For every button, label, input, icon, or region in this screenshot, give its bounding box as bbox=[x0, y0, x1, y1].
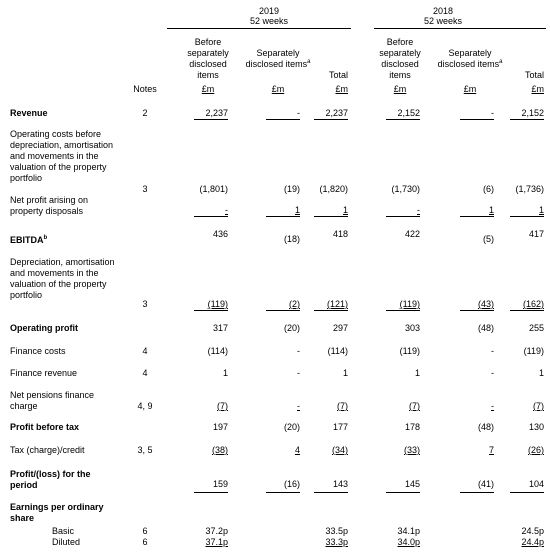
total-rule bbox=[460, 492, 494, 493]
table-cell: (1,730) bbox=[391, 184, 420, 194]
table-cell: (16) bbox=[283, 479, 300, 489]
row-label-text: Revenue bbox=[10, 108, 48, 118]
table-cell: (1,801) bbox=[199, 184, 228, 194]
table-cell: (5) bbox=[483, 234, 494, 244]
table-cell: (119) bbox=[399, 346, 420, 356]
column-header-total: Total bbox=[524, 70, 544, 80]
footnote-marker: a bbox=[307, 59, 311, 65]
row-label bbox=[10, 257, 120, 301]
unit-label: £m bbox=[201, 84, 215, 94]
subtotal-rule bbox=[266, 119, 300, 120]
column-header-total: Total bbox=[328, 70, 348, 80]
row-label bbox=[10, 195, 120, 217]
eps-label: Diluted bbox=[52, 537, 81, 547]
table-cell: 33.5p bbox=[325, 526, 348, 536]
table-cell: 1 bbox=[488, 205, 494, 215]
subtotal-rule bbox=[194, 119, 228, 120]
unit-label: £m bbox=[335, 84, 348, 94]
table-cell: 7 bbox=[488, 445, 494, 455]
total-rule bbox=[194, 492, 228, 493]
column-header-separately: Separately disclosed items$^a$ bbox=[245, 48, 311, 69]
column-header-before: Before separately disclosed items bbox=[187, 37, 229, 80]
table-cell: 1 bbox=[538, 368, 544, 378]
eps-heading: Earnings per ordinary share bbox=[10, 502, 104, 523]
row-label-text: Tax (charge)/credit bbox=[10, 445, 85, 455]
total-rule bbox=[510, 492, 544, 493]
table-cell: - bbox=[491, 401, 494, 411]
table-cell: 1 bbox=[342, 205, 348, 215]
table-cell: 417 bbox=[528, 229, 544, 239]
table-cell: 104 bbox=[528, 479, 544, 489]
table-cell: (121) bbox=[326, 299, 348, 309]
row-label bbox=[10, 323, 78, 333]
subtotal-rule bbox=[194, 216, 228, 217]
row-label bbox=[10, 422, 79, 432]
footnote-marker: a bbox=[499, 59, 503, 65]
table-cell: (7) bbox=[217, 401, 228, 411]
subtotal-rule bbox=[510, 310, 544, 311]
subtotal-rule bbox=[510, 119, 544, 120]
row-label-text: Operating profit bbox=[10, 323, 78, 333]
unit-label: £m bbox=[531, 84, 544, 94]
table-cell: 1 bbox=[414, 368, 420, 378]
table-cell: (20) bbox=[283, 422, 300, 432]
row-label bbox=[10, 469, 120, 491]
row-label bbox=[10, 129, 120, 184]
total-rule bbox=[266, 492, 300, 493]
note-ref: 3 bbox=[142, 184, 148, 194]
subtotal-rule bbox=[194, 310, 228, 311]
table-cell: - bbox=[297, 401, 300, 411]
note-ref: 4 bbox=[142, 346, 148, 356]
table-cell: 1 bbox=[294, 205, 300, 215]
note-ref: 3 bbox=[142, 299, 148, 309]
note-ref: 3, 5 bbox=[137, 445, 153, 455]
table-cell: (48) bbox=[477, 323, 494, 333]
note-ref: 2 bbox=[142, 108, 148, 118]
table-cell: (34) bbox=[331, 445, 348, 455]
table-cell: (114) bbox=[207, 346, 228, 356]
year-label: 2019 bbox=[258, 6, 280, 16]
subtotal-rule bbox=[460, 310, 494, 311]
table-cell: (114) bbox=[327, 346, 348, 356]
table-cell: 197 bbox=[212, 422, 228, 432]
subtotal-rule bbox=[460, 119, 494, 120]
table-cell: 418 bbox=[332, 229, 348, 239]
row-label-text: Net pensions finance charge bbox=[10, 390, 95, 411]
table-cell: (162) bbox=[522, 299, 544, 309]
table-cell: (19) bbox=[283, 184, 300, 194]
table-cell: 33.3p bbox=[325, 537, 348, 547]
notes-header: Notes bbox=[133, 84, 157, 94]
table-cell: - bbox=[417, 205, 420, 215]
year-rule-2019 bbox=[167, 28, 351, 29]
table-cell: 2,152 bbox=[397, 108, 420, 118]
table-cell: 24.4p bbox=[521, 537, 544, 547]
row-label-text: Profit/(loss) for the period bbox=[10, 469, 91, 490]
row-label bbox=[10, 368, 77, 378]
table-cell: 2,237 bbox=[325, 108, 348, 118]
subtotal-rule bbox=[386, 310, 420, 311]
table-cell: - bbox=[297, 108, 300, 118]
table-cell: (41) bbox=[477, 479, 494, 489]
table-cell: 422 bbox=[404, 229, 420, 239]
table-cell: 436 bbox=[212, 229, 228, 239]
total-rule bbox=[386, 492, 420, 493]
unit-label: £m bbox=[463, 84, 477, 94]
table-cell: 1 bbox=[538, 205, 544, 215]
table-cell: (38) bbox=[211, 445, 228, 455]
table-cell: 24.5p bbox=[521, 526, 544, 536]
row-label-text: Net profit arising on property disposals bbox=[10, 195, 89, 216]
table-cell: 4 bbox=[294, 445, 300, 455]
table-cell: - bbox=[225, 205, 228, 215]
subtotal-rule bbox=[386, 216, 420, 217]
table-cell: 130 bbox=[528, 422, 544, 432]
table-cell: (119) bbox=[207, 299, 228, 309]
note-ref: 4 bbox=[142, 368, 148, 378]
subtotal-rule bbox=[266, 310, 300, 311]
table-cell: 34.0p bbox=[397, 537, 420, 547]
total-rule bbox=[314, 492, 348, 493]
table-cell: 317 bbox=[212, 323, 228, 333]
table-cell: - bbox=[491, 346, 494, 356]
table-cell: (7) bbox=[409, 401, 420, 411]
weeks-label: 52 weeks bbox=[249, 16, 289, 26]
subtotal-rule bbox=[314, 310, 348, 311]
table-cell: 1 bbox=[342, 368, 348, 378]
table-cell: (1,736) bbox=[515, 184, 544, 194]
table-cell: 255 bbox=[528, 323, 544, 333]
table-cell: 2,152 bbox=[521, 108, 544, 118]
table-cell: 303 bbox=[404, 323, 420, 333]
table-cell: 1 bbox=[222, 368, 228, 378]
row-label-text: Finance revenue bbox=[10, 368, 78, 378]
table-cell: (48) bbox=[477, 422, 494, 432]
table-cell: - bbox=[297, 346, 300, 356]
table-cell: 159 bbox=[212, 479, 228, 489]
footnote-marker: b bbox=[43, 235, 48, 241]
note-ref: 4, 9 bbox=[137, 401, 153, 411]
table-cell: (7) bbox=[533, 401, 544, 411]
year-rule-2018 bbox=[374, 28, 546, 29]
year-label: 2018 bbox=[432, 6, 454, 16]
row-label-text: Profit before tax bbox=[10, 422, 80, 432]
table-cell: (20) bbox=[283, 323, 300, 333]
table-cell: 145 bbox=[404, 479, 420, 489]
row-label-text: Finance costs bbox=[10, 346, 66, 356]
note-ref: 6 bbox=[142, 537, 148, 547]
subtotal-rule bbox=[460, 216, 494, 217]
unit-label: £m bbox=[393, 84, 407, 94]
subtotal-rule bbox=[510, 216, 544, 217]
row-label bbox=[10, 235, 47, 245]
table-cell: (119) bbox=[523, 346, 544, 356]
table-cell: - bbox=[297, 368, 300, 378]
row-label bbox=[10, 346, 66, 356]
table-cell: - bbox=[491, 368, 494, 378]
table-cell: (1,820) bbox=[319, 184, 348, 194]
column-header-separately: Separately disclosed items$^a$ bbox=[437, 48, 503, 69]
table-cell: (2) bbox=[289, 299, 300, 309]
table-cell: 2,237 bbox=[205, 108, 228, 118]
row-label-text: Depreciation, amortisation and movements in the valuation of the property portfolio bbox=[10, 257, 115, 300]
table-cell: 178 bbox=[404, 422, 420, 432]
table-cell: (7) bbox=[337, 401, 348, 411]
table-cell: (18) bbox=[283, 234, 300, 244]
table-cell: - bbox=[491, 108, 494, 118]
table-cell: 34.1p bbox=[397, 526, 420, 536]
row-label-text: Operating costs before depreciation, amortisation and movements in the valuation of the property portfolio bbox=[10, 129, 114, 183]
column-header-before: Before separately disclosed items bbox=[379, 37, 421, 80]
table-cell: (119) bbox=[399, 299, 420, 309]
table-cell: 177 bbox=[332, 422, 348, 432]
table-cell: 37.2p bbox=[205, 526, 228, 536]
row-label bbox=[10, 108, 48, 118]
unit-label: £m bbox=[271, 84, 285, 94]
subtotal-rule bbox=[386, 119, 420, 120]
subtotal-rule bbox=[314, 216, 348, 217]
subtotal-rule bbox=[266, 216, 300, 217]
table-cell: (6) bbox=[483, 184, 494, 194]
row-label bbox=[10, 390, 120, 412]
table-cell: (26) bbox=[527, 445, 544, 455]
table-cell: 37.1p bbox=[205, 537, 228, 547]
weeks-label: 52 weeks bbox=[423, 16, 463, 26]
eps-label: Basic bbox=[52, 526, 75, 536]
table-cell: 143 bbox=[332, 479, 348, 489]
table-cell: 297 bbox=[332, 323, 348, 333]
subtotal-rule bbox=[314, 119, 348, 120]
row-label-text: EBITDA bbox=[10, 235, 44, 245]
table-cell: (43) bbox=[477, 299, 494, 309]
table-cell: (33) bbox=[403, 445, 420, 455]
note-ref: 6 bbox=[142, 526, 148, 536]
row-label bbox=[10, 445, 85, 455]
